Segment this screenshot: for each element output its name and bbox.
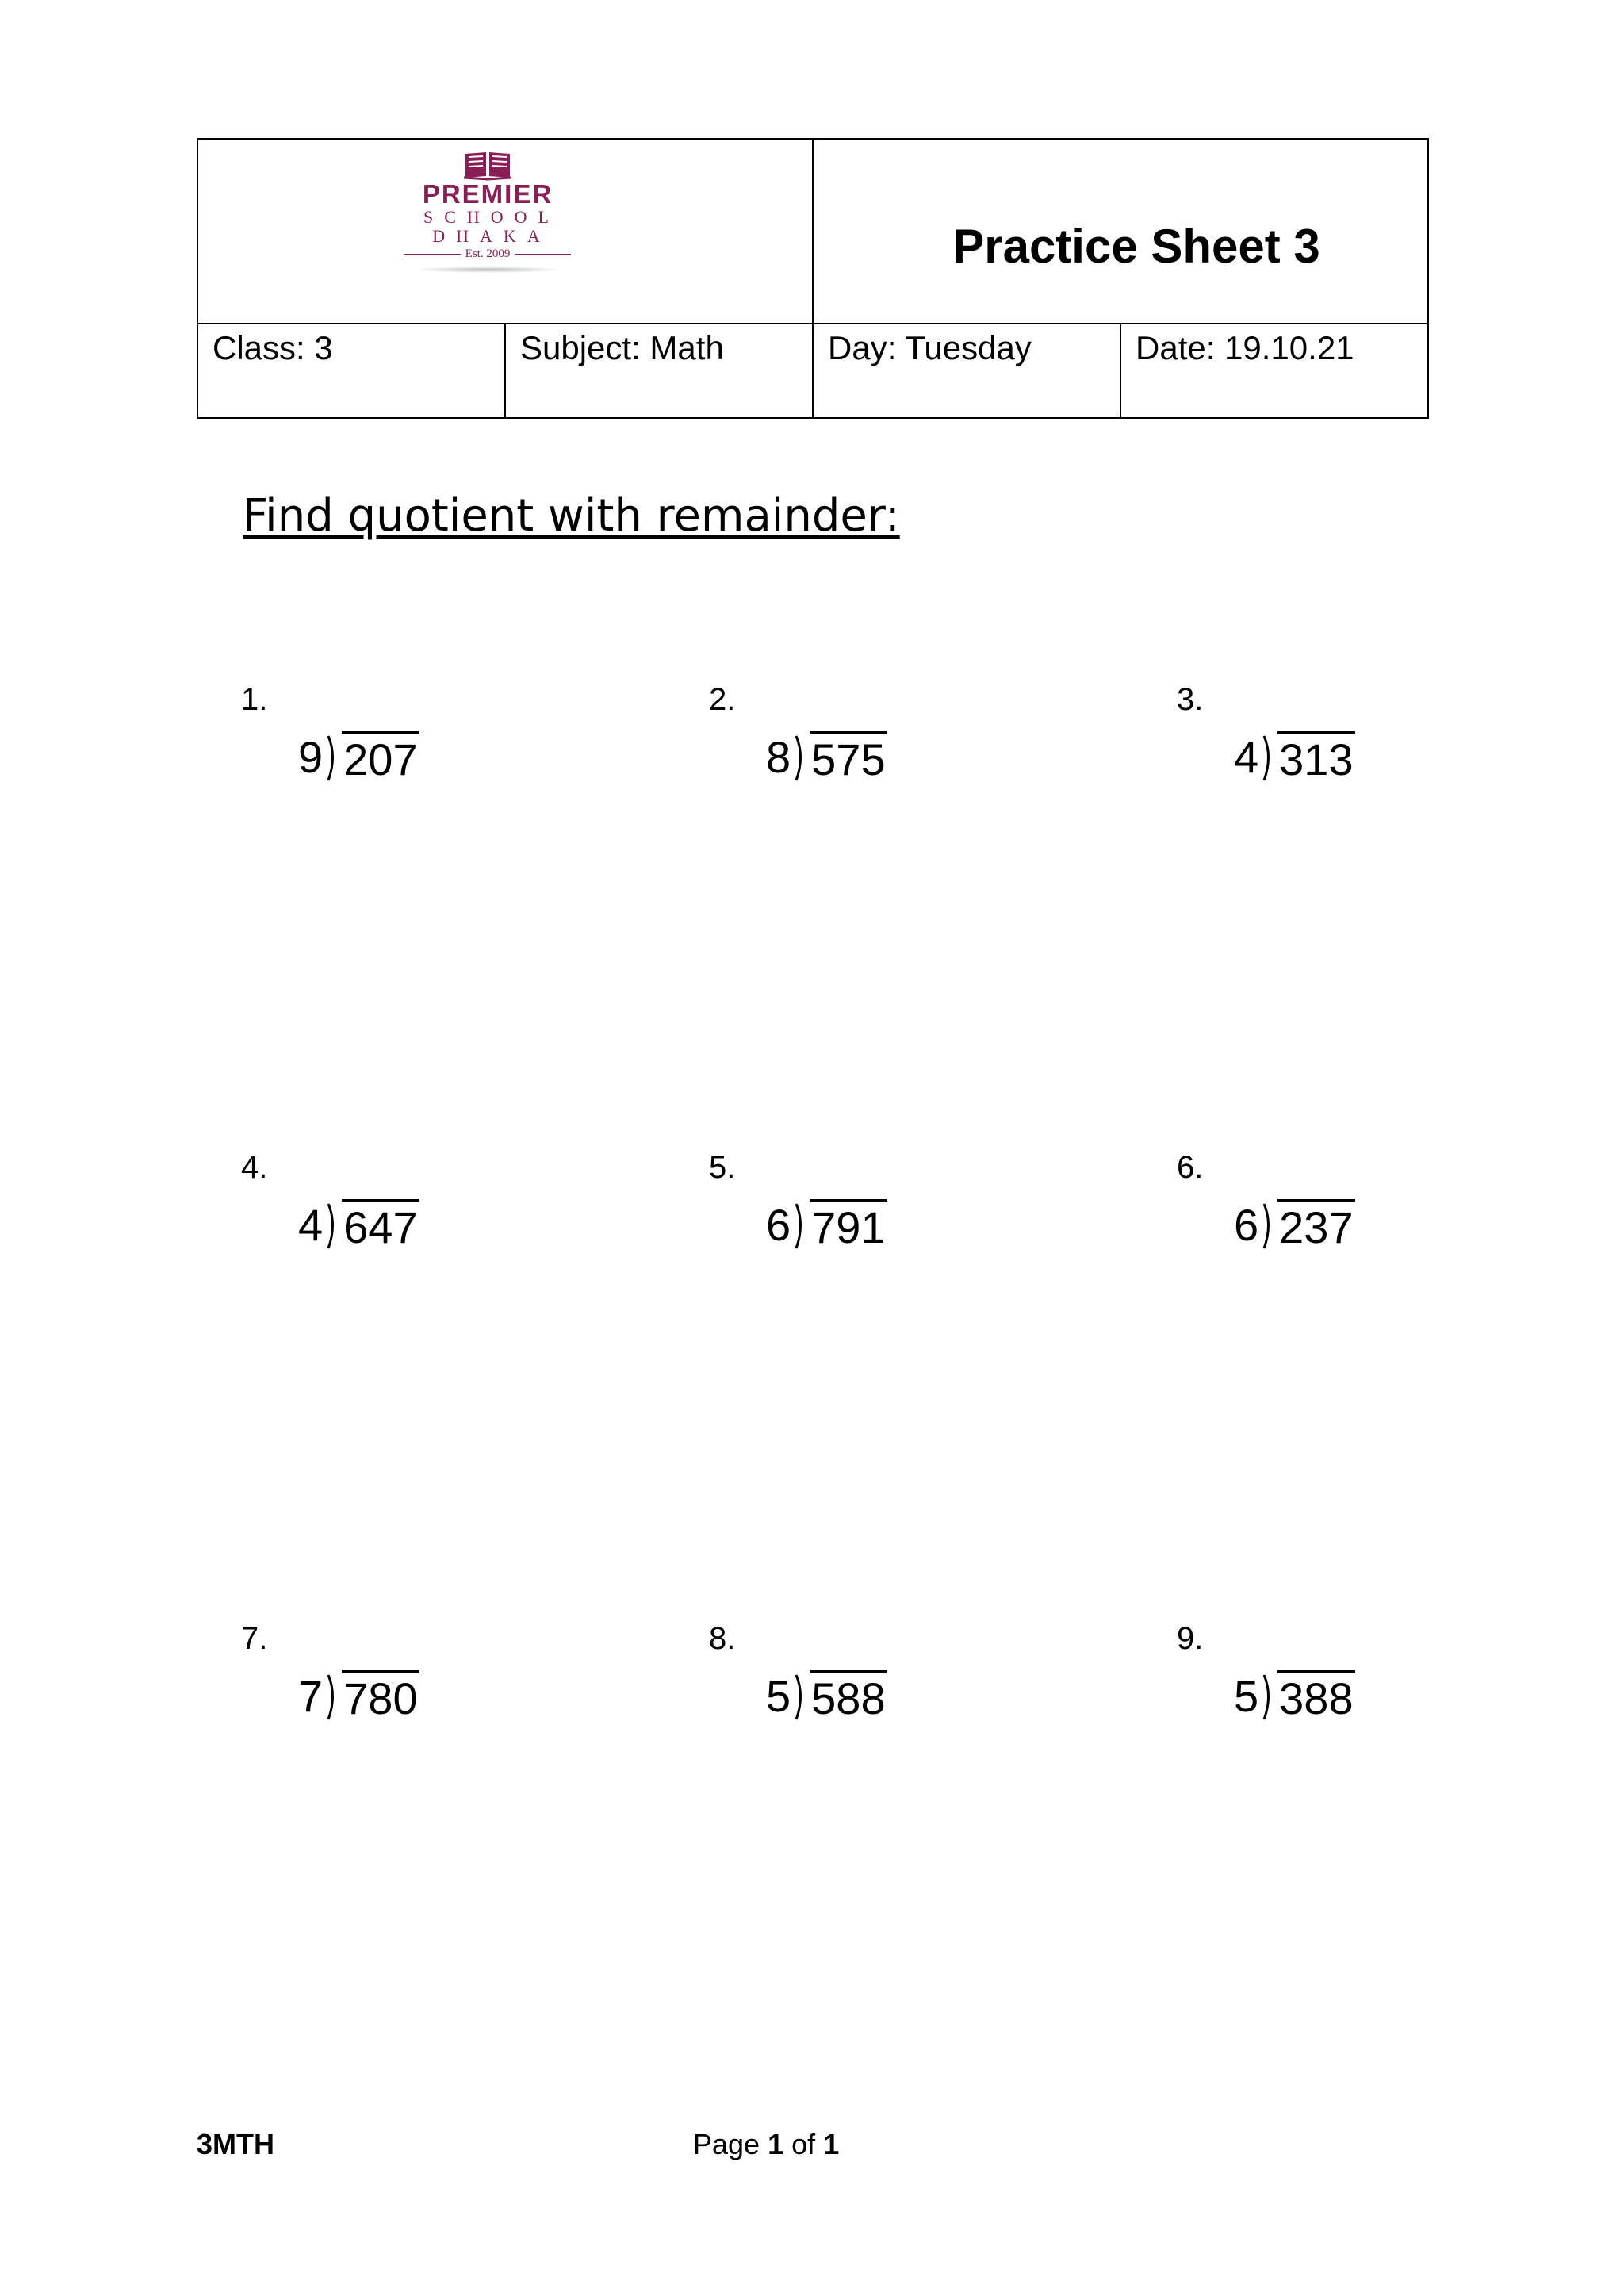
logo-est-text: Est. 2009 — [465, 247, 511, 260]
divisor: 6 — [1234, 1200, 1259, 1250]
division-bracket-icon — [1262, 1673, 1274, 1721]
problem-3 — [1177, 682, 1462, 841]
divisor: 4 — [1234, 732, 1259, 782]
problem-1 — [241, 682, 527, 841]
problem-number: 8. — [709, 1621, 736, 1656]
day-cell: Day: Tuesday — [814, 324, 1121, 417]
book-icon — [462, 149, 513, 181]
dividend: 237 — [1277, 1199, 1354, 1254]
problem-8 — [709, 1621, 994, 1780]
problem-number: 9. — [1177, 1621, 1204, 1656]
problem-number: 6. — [1177, 1150, 1204, 1185]
problem-number: 4. — [241, 1150, 268, 1185]
problem-number: 5. — [709, 1150, 736, 1185]
division-bracket-icon — [326, 734, 339, 782]
dividend: 313 — [1277, 731, 1354, 786]
long-division — [766, 731, 887, 787]
footer-code: 3MTH — [197, 2128, 274, 2160]
problem-6 — [1177, 1150, 1462, 1309]
logo-est — [404, 246, 571, 262]
divisor: 5 — [1234, 1671, 1259, 1721]
logo-school-text: SCHOOL — [423, 207, 560, 227]
dividend: 791 — [810, 1199, 887, 1254]
division-bracket-icon — [326, 1202, 339, 1250]
long-division — [298, 1670, 419, 1726]
class-cell: Class: 3 — [198, 324, 506, 417]
date-cell: Date: 19.10.21 — [1136, 329, 1354, 366]
long-division — [298, 1199, 419, 1255]
long-division — [766, 1199, 887, 1255]
dividend: 388 — [1277, 1670, 1354, 1725]
sheet-title: Practice Sheet 3 — [952, 220, 1320, 273]
problem-number: 1. — [241, 682, 268, 717]
divisor: 8 — [766, 732, 791, 782]
school-logo — [404, 149, 571, 292]
title-cell — [814, 140, 1427, 324]
dividend: 207 — [342, 731, 419, 786]
page-current: 1 — [768, 2128, 784, 2160]
logo-premier-text: PREMIER — [422, 179, 553, 209]
problem-5 — [709, 1150, 994, 1309]
division-bracket-icon — [794, 1673, 806, 1721]
division-bracket-icon — [326, 1673, 339, 1721]
divisor: 9 — [298, 732, 324, 782]
division-bracket-icon — [1262, 734, 1274, 782]
division-bracket-icon — [794, 1202, 806, 1250]
dividend: 575 — [810, 731, 887, 786]
logo-shadow — [412, 266, 563, 273]
problem-4 — [241, 1150, 527, 1309]
footer-page-number — [693, 2128, 839, 2161]
long-division — [298, 731, 419, 787]
subject-cell: Subject: Math — [506, 324, 814, 417]
page-prefix: Page — [693, 2128, 760, 2160]
long-division — [1234, 1670, 1355, 1726]
divisor: 4 — [298, 1200, 324, 1250]
divisor: 5 — [766, 1671, 791, 1721]
logo-dhaka-text: DHAKA — [432, 226, 551, 246]
divisor: 6 — [766, 1200, 791, 1250]
dividend: 780 — [342, 1670, 419, 1725]
problem-number: 3. — [1177, 682, 1204, 717]
dividend: 588 — [810, 1670, 887, 1725]
page-of: of — [791, 2128, 816, 2160]
problem-7 — [241, 1621, 527, 1780]
logo-cell — [198, 140, 814, 324]
instruction-heading: Find quotient with remainder: — [243, 490, 900, 542]
long-division — [1234, 1199, 1355, 1255]
problem-number: 7. — [241, 1621, 268, 1656]
problem-number: 2. — [709, 682, 736, 717]
page-total: 1 — [823, 2128, 840, 2160]
dividend: 647 — [342, 1199, 419, 1254]
problem-2 — [709, 682, 994, 841]
long-division — [1234, 731, 1355, 787]
long-division — [766, 1670, 887, 1726]
problem-9 — [1177, 1621, 1462, 1780]
divisor: 7 — [298, 1671, 324, 1721]
division-bracket-icon — [794, 734, 806, 782]
division-bracket-icon — [1262, 1202, 1274, 1250]
header-table — [197, 138, 1429, 419]
